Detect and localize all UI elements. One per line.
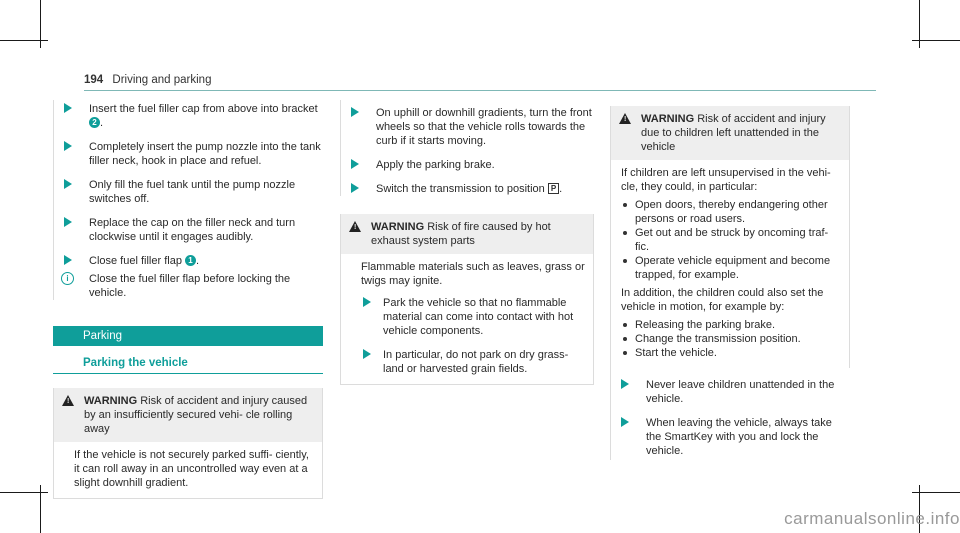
step-text: Park the vehicle so that no flammable material can come into contact with hot vehicle components. — [383, 297, 574, 337]
step-text: When leaving the vehicle, always take the SmartKey with you and lock the vehicle. — [646, 417, 832, 457]
warning-text: In addition, the children could also set the vehicle in motion, for example by: — [621, 287, 824, 313]
info-icon: i — [61, 272, 74, 285]
arrow-right-icon — [351, 159, 359, 169]
list-item: Open doors, thereby endangering other persons or road users. — [621, 198, 841, 226]
arrow-right-icon — [64, 103, 72, 113]
arrow-right-icon — [351, 183, 359, 193]
step-text-end: . — [559, 183, 563, 195]
crop-mark — [912, 492, 960, 493]
info-note — [54, 272, 323, 300]
list-item: Releasing the parking brake. — [621, 318, 841, 332]
step-text: Only fill the fuel tank until the pump nozzle switches off. — [89, 179, 296, 205]
step-text: Close fuel filler flap — [89, 255, 182, 267]
list-item — [611, 378, 850, 406]
subsection-heading: Parking the vehicle — [53, 356, 323, 374]
page-number: 194 — [84, 74, 104, 86]
fuel-steps — [53, 100, 323, 300]
arrow-right-icon — [64, 255, 72, 265]
warning-label: WARNING — [84, 395, 138, 407]
column-2 — [340, 100, 594, 385]
list-item — [341, 158, 594, 172]
step-text: In particular, do not park on dry grass- land or harvested grain fields. — [383, 349, 569, 375]
step-text: Insert the fuel filler cap from above into bracket — [89, 103, 318, 115]
arrow-right-icon — [363, 349, 371, 359]
section-heading: Parking — [53, 326, 323, 346]
list-item — [361, 348, 585, 376]
warning-body — [611, 160, 849, 368]
callout-badge: 1 — [185, 255, 196, 266]
list-item — [54, 102, 323, 130]
list-item — [54, 140, 323, 168]
callout-badge: 2 — [89, 117, 100, 128]
list-item: Get out and be struck by oncoming traf- fic. — [621, 226, 841, 254]
step-text: Never leave children unattended in the vehicle. — [646, 379, 835, 405]
warning-box — [340, 214, 594, 385]
step-text-end: . — [100, 117, 104, 129]
list-item — [341, 182, 594, 196]
parking-steps — [340, 100, 594, 196]
step-text: Apply the parking brake. — [376, 159, 495, 171]
crop-mark — [0, 40, 48, 41]
page-header — [84, 74, 211, 86]
warning-title: Risk of accident and injury due to children left unattended in the vehicle — [641, 113, 826, 153]
step-text: Completely insert the pump nozzle into the tank filler neck, hook in place and refuel. — [89, 141, 321, 167]
arrow-right-icon — [621, 379, 629, 389]
warning-label: WARNING — [641, 113, 695, 125]
warning-box — [53, 388, 323, 499]
warning-body — [341, 254, 593, 384]
column-3 — [610, 100, 850, 460]
step-text: Replace the cap on the filler neck and turn clockwise until it engages audibly. — [89, 217, 296, 243]
arrow-right-icon — [64, 179, 72, 189]
step-text: On uphill or downhill gradients, turn the front wheels so that the vehicle rolls towards the curb if it starts moving. — [376, 107, 592, 147]
warning-box — [610, 106, 850, 368]
list-item — [341, 106, 594, 148]
warning-text: Flammable materials such as leaves, grass or twigs may ignite. — [361, 261, 585, 287]
arrow-right-icon — [64, 141, 72, 151]
list-item — [54, 178, 323, 206]
list-item: Operate vehicle equipment and become trapped, for example. — [621, 254, 841, 282]
list-item — [361, 296, 585, 338]
children-steps — [610, 368, 850, 460]
list-item: Change the transmission position. — [621, 332, 841, 346]
crop-mark — [0, 492, 48, 493]
page-title: Driving and parking — [112, 74, 212, 86]
warning-header: ! WARNING Risk of accident and injury due to children left unattended in the vehicle — [611, 106, 849, 160]
arrow-right-icon — [621, 417, 629, 427]
header-rule — [84, 90, 876, 91]
warning-label: WARNING — [371, 221, 425, 233]
list-item — [611, 416, 850, 458]
warning-title: Risk of fire caused by hot exhaust system parts — [371, 221, 551, 247]
warning-body: If the vehicle is not securely parked suffi- ciently, it can roll away in an uncontrolled way even at a slight downhill gradient. — [74, 449, 309, 489]
arrow-right-icon — [64, 217, 72, 227]
crop-mark — [912, 40, 960, 41]
park-position-icon: P — [548, 183, 559, 194]
list-item — [54, 216, 323, 244]
note-text: Close the fuel filler flap before locking the vehicle. — [89, 273, 291, 299]
step-text-end: . — [196, 255, 200, 267]
watermark: carmanualsonline.info — [784, 509, 960, 528]
arrow-right-icon — [351, 107, 359, 117]
step-text: Switch the transmission to position — [376, 183, 545, 195]
warning-title: Risk of accident and injury caused by an insufficiently secured vehi- cle rolling away — [84, 395, 308, 435]
warning-text: If children are left unsupervised in the vehi- cle, they could, in particular: — [621, 167, 831, 193]
warning-header: ! WARNING Risk of fire caused by hot exhaust system parts — [341, 214, 593, 254]
warning-header: ! WARNING Risk of accident and injury caused by an insufficiently secured vehi- cle rolling away — [54, 388, 322, 442]
list-item: Start the vehicle. — [621, 346, 841, 360]
column-1 — [53, 100, 323, 499]
list-item — [54, 254, 323, 268]
arrow-right-icon — [363, 297, 371, 307]
